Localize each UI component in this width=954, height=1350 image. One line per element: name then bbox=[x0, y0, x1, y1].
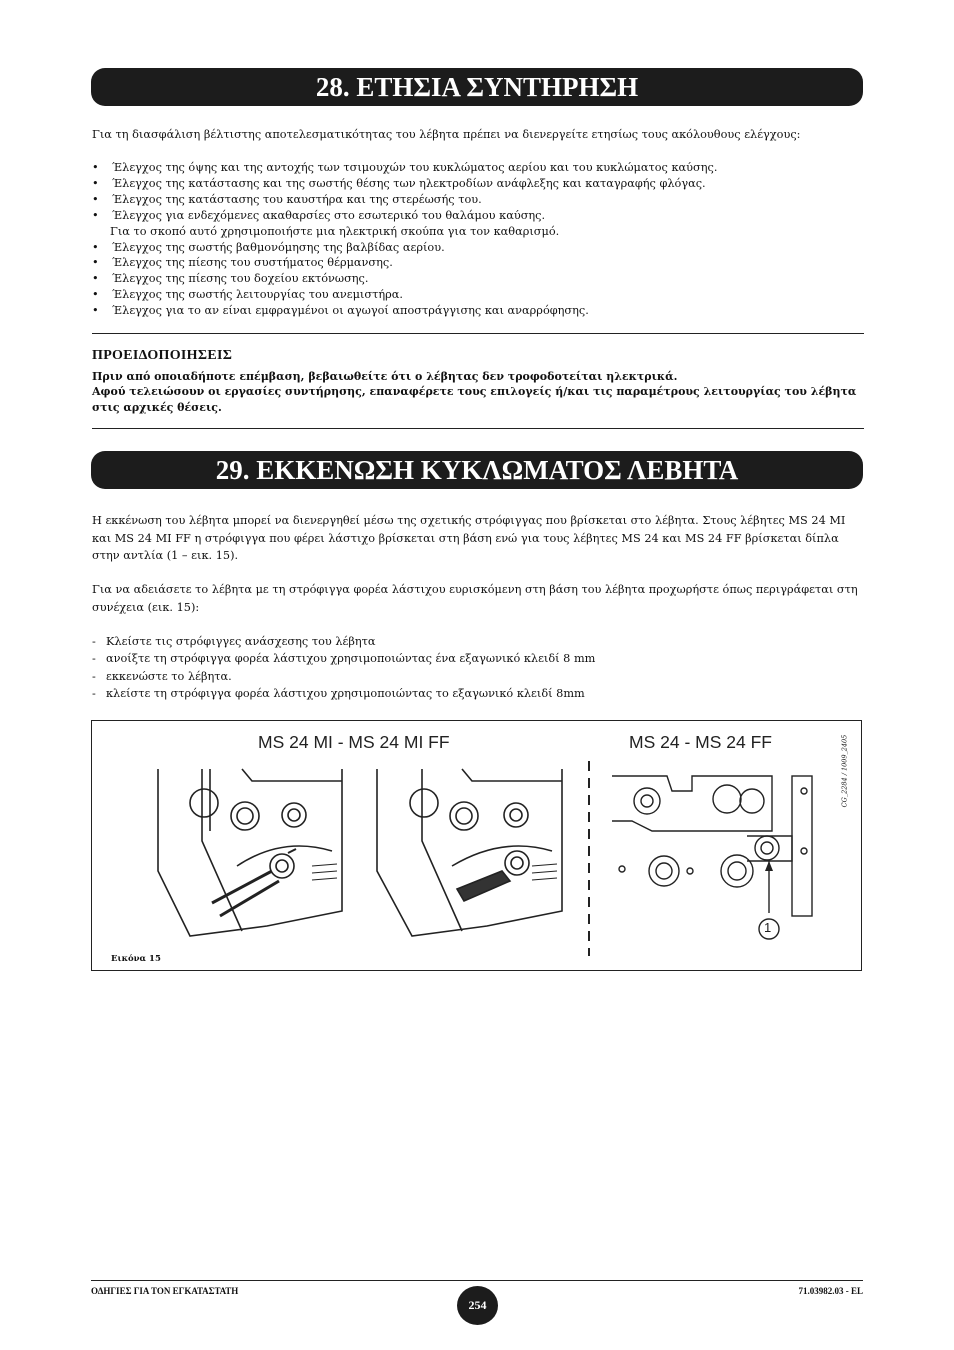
warning-line-2: Αφού τελειώσουν οι εργασίες συντήρησης, επαναφέρετε τους επιλογείς ή/και τις παραμέτρους λειτουργίας του λέβητα στις αρχικές θέσεις. bbox=[92, 385, 857, 414]
annual-checks-list bbox=[92, 160, 864, 319]
section-29-paragraph-2: Για να αδειάσετε το λέβητα με τη στρόφιγγα φορέα λάστιχου ευρισκόμενη στη βάση του λέβητα προχωρήστε όπως περιγράφεται στη συνέχεια (εικ. 15): bbox=[92, 583, 858, 614]
list-item: • Έλεγχος της κατάστασης του καυστήρα και της στερέωσής του. bbox=[92, 192, 482, 206]
list-item: • Έλεγχος της κατάστασης και της σωστής θέσης των ηλεκτροδίων ανάφλεξης και καταγραφής φλόγας. bbox=[92, 176, 706, 190]
list-item: • Έλεγχος για ενδεχόμενες ακαθαρσίες στο εσωτερικό του θαλάμου καύσης. bbox=[92, 208, 546, 222]
list-item: • Έλεγχος της όψης και της αντοχής των τσιμουχών του κυκλώματος αερίου και του κυκλώματος καύσης. bbox=[92, 161, 718, 174]
list-item: - Κλείστε τις στρόφιγγες ανάσχεσης του λέβητα bbox=[92, 635, 376, 648]
list-item: • Έλεγχος της πίεσης του συστήματος θέρμανσης. bbox=[92, 256, 393, 270]
section-28-title: 28. ΕΤΗΣΙΑ ΣΥΝΤΗΡΗΣΗ bbox=[91, 68, 863, 106]
figure-label-mi-models: MS 24 MI - MS 24 MI FF bbox=[258, 732, 450, 752]
drain-steps-list bbox=[92, 633, 864, 702]
divider bbox=[92, 333, 864, 334]
footer-manual-title: ΟΔΗΓΙΕΣ ΓΙΑ ΤΟΝ ΕΓΚΑΤΑΣΤΑΤΗ bbox=[91, 1286, 239, 1296]
figure-caption: Εικόνα 15 bbox=[111, 954, 161, 964]
footer-doc-code: 71.03982.03 - EL bbox=[798, 1286, 863, 1296]
list-item: - ανοίξτε τη στρόφιγγα φορέα λάστιχου χρησιμοποιώντας ένα εξαγωνικό κλειδί 8 mm bbox=[92, 652, 596, 666]
callout-1: 1 bbox=[764, 920, 772, 935]
figure-15 bbox=[91, 720, 862, 971]
footer-divider bbox=[91, 1280, 863, 1281]
warning-line-1: Πριν από οποιαδήποτε επέμβαση, βεβαιωθείτε ότι ο λέβητας δεν τροφοδοτείται ηλεκτρικά. bbox=[92, 370, 678, 383]
list-item: • Έλεγχος για το αν είναι εμφραγμένοι οι αγωγοί αποστράγγισης και αναρρόφησης. bbox=[92, 304, 589, 318]
list-item: • Έλεγχος της σωστής λειτουργίας του ανεμιστήρα. bbox=[92, 288, 403, 302]
page-number: 254 bbox=[457, 1286, 498, 1325]
list-item: - εκκενώστε το λέβητα. bbox=[92, 669, 232, 683]
list-item: • Έλεγχος της πίεσης του δοχείου εκτόνωσης. bbox=[92, 272, 369, 286]
divider bbox=[92, 428, 864, 429]
warnings-text bbox=[92, 369, 864, 415]
section-29-paragraph-1: Η εκκένωση του λέβητα μπορεί να διενεργηθεί μέσω της σχετικής στρόφιγγας που βρίσκεται στο λέβητα. Στους λέβητες MS 24 MI και MS 24 MI FF η στρόφιγγα που φέρει λάστιχο βρίσκεται στη βάση ενώ για τους λέβητες MS 24 και MS 24 FF βρίσκεται δίπλα στην αντλία (1 – εικ. 15). bbox=[92, 514, 846, 562]
list-item-continuation: Για το σκοπό αυτό χρησιμοποιήστε μια ηλεκτρική σκούπα για τον καθαρισμό. bbox=[110, 224, 560, 238]
list-item: - κλείστε τη στρόφιγγα φορέα λάστιχου χρησιμοποιώντας το εξαγωνικό κλειδί 8mm bbox=[92, 686, 585, 700]
list-item: • Έλεγχος της σωστής βαθμονόμησης της βαλβίδας αερίου. bbox=[92, 240, 445, 254]
section-28-intro: Για τη διασφάλιση βέλτιστης αποτελεσματικότητας του λέβητα πρέπει να διενεργείτε ετησίως τους ακόλουθους ελέγχους: bbox=[92, 128, 801, 141]
section-29-title: 29. ΕΚΚΕΝΩΣΗ ΚΥΚΛΩΜΑΤΟΣ ΛΕΒΗΤΑ bbox=[91, 451, 863, 489]
figure-label-standard-models: MS 24 - MS 24 FF bbox=[629, 732, 772, 752]
figure-code: CG_2284 / 1009_2405 bbox=[840, 734, 849, 808]
warnings-title: ΠΡΟΕΙΔΟΠΟΙΗΣΕΙΣ bbox=[92, 348, 233, 363]
boiler-drain-illustration bbox=[92, 721, 863, 972]
